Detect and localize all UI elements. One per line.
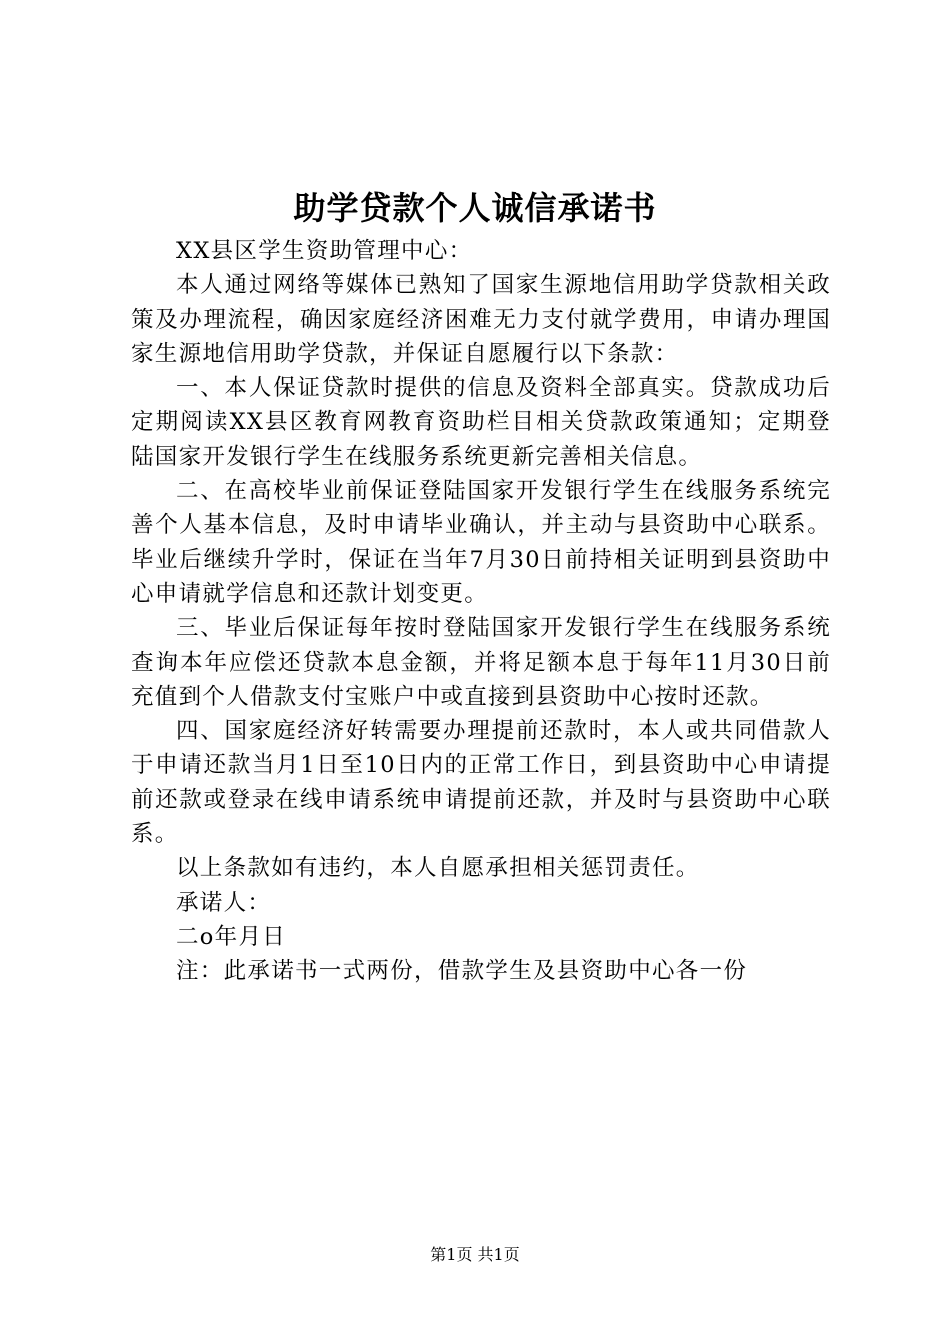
clause-four-paragraph: 四、国家庭经济好转需要办理提前还款时，本人或共同借款人于申请还款当月1日至10日内的正常工作日，到县资助中心申请提前还款或登录在线申请系统申请提前还款，并及时与县资助中心联系。 xyxy=(131,718,831,848)
date-line: 二o年月日 xyxy=(176,923,287,950)
page-number-footer: 第1页 共1页 xyxy=(430,1245,520,1264)
intro-paragraph: 本人通过网络等媒体已熟知了国家生源地信用助学贷款相关政策及办理流程，确因家庭经济困难无力支付就学费用，申请办理国家生源地信用助学贷款，并保证自愿履行以下条款： xyxy=(131,272,831,367)
signatory-line: 承诺人： xyxy=(176,889,272,916)
clause-two-paragraph: 二、在高校毕业前保证登陆国家开发银行学生在线服务系统完善个人基本信息，及时申请毕业确认，并主动与县资助中心联系。毕业后继续升学时，保证在当年7月30日前持相关证明到县资助中心申请就学信息和还款计划变更。 xyxy=(131,478,831,607)
document-title: 助学贷款个人诚信承诺书 xyxy=(293,189,657,227)
document-body xyxy=(131,234,831,989)
note-line: 注：此承诺书一式两份，借款学生及县资助中心各一份 xyxy=(176,958,748,985)
clause-three-paragraph: 三、毕业后保证每年按时登陆国家开发银行学生在线服务系统查询本年应偿还贷款本息金额，并将足额本息于每年11月30日前充值到个人借款支付宝账户中或直接到县资助中心按时还款。 xyxy=(131,615,831,710)
addressee-line: XX县区学生资助管理中心： xyxy=(176,238,473,264)
breach-statement: 以上条款如有违约，本人自愿承担相关惩罚责任。 xyxy=(176,855,700,882)
clause-one-paragraph: 一、本人保证贷款时提供的信息及资料全部真实。贷款成功后定期阅读XX县区教育网教育资助栏目相关贷款政策通知；定期登陆国家开发银行学生在线服务系统更新完善相关信息。 xyxy=(131,375,831,470)
